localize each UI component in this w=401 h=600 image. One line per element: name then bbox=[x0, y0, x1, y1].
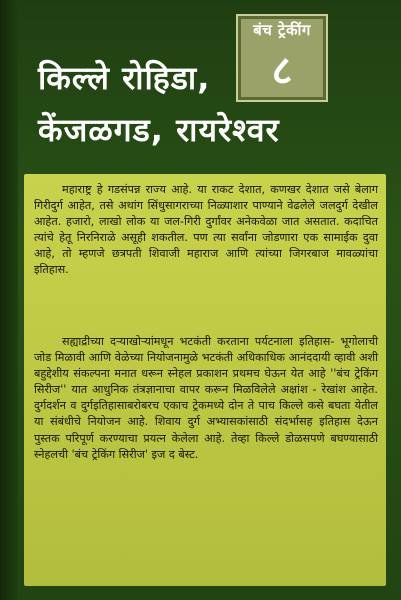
blurb-paragraph-2: सह्याद्रीच्या दऱ्याखोऱ्यांमधून भटकंती करताना पर्यटनाला इतिहास- भूगोलाची जोड मिळावी आणि वेळेच्या नियोजनामुळे भटकंती अधिकाधिक आनंददायी व्हावी अशी बहुद्देशीय संकल्पना मनात धरून स्नेहल प्रकाशन प्रथमच घेऊन येत आहे ''बंच ट्रेकिंग सिरीज'' यात आधुनिक तंत्रज्ञानाचा वापर करून मिळविलेले अक्षांश - रेखांश आहेत. दुर्गदर्शन व दुर्गइतिहासाबरोबरच एकाच ट्रेकमध्ये दोन ते पाच किल्ले कसे बघता येतील या संबंधीचे नियोजन आहे. शिवाय दुर्ग अभ्यासकांसाठी संदर्भासह इतिहास देऊन पुस्तक परिपूर्ण करण्याचा प्रयत्न केलेला आहे. तेव्हा किल्ले डोळसपणे बघण्यासाठी स्नेहलची 'बंच ट्रेकिंग सिरीज' इज द बेस्ट. bbox=[34, 335, 378, 461]
book-title-line-2: केंजळगड, रायरेश्वर bbox=[38, 111, 280, 149]
blurb-paragraph-1: महाराष्ट्र हे गडसंपन्न राज्य आहे. या राकट देशात, कणखर देशात जसे बेलाग गिरीदुर्ग आहेत, तसे अथांग सिंधुसागराच्या निळ्याशार पाण्याने वेढलेले जलदुर्ग देखील आहेत. हजारो, लाखो लोक या जल-गिरी दुर्गांवर अनेकवेळा जात असतात. कदाचित त्यांचे हेतू निरनिराळे असूही शकतील. पण त्या सर्वांना जोडणारा एक सामाईक दुवा आहे, तो म्हणजे छत्रपती शिवाजी महाराज आणि त्यांच्या जिगरबाज मावळ्यांचा इतिहास. bbox=[34, 183, 378, 277]
series-badge bbox=[236, 14, 328, 102]
book-spine-edge bbox=[0, 0, 18, 600]
series-label: बंच ट्रेकींग bbox=[253, 21, 311, 39]
series-number: ८ bbox=[271, 48, 293, 94]
book-title-line-1: किल्ले रोहिडा, bbox=[38, 59, 211, 97]
